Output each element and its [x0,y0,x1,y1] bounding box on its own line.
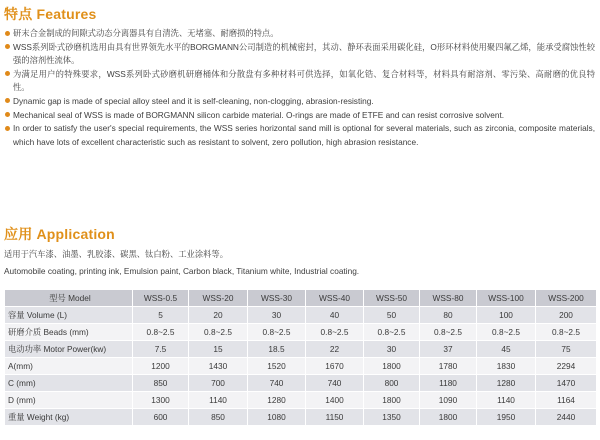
table-cell: 200 [536,307,597,324]
model-header: WSS-200 [536,290,597,307]
table-cell: 1400 [306,392,364,409]
feature-text: In order to satisfy the user's special requirements, the WSS series horizontal sand mill is optional for several materials, such as zirconia, composite materials, which have lots of excellent characteristic such as resistant to solvent, zero pollution, high abrasion resistance. [13,123,595,147]
table-row [5,324,597,341]
features-list [5,27,595,149]
table-row [5,307,597,324]
table-cell: 0.8~2.5 [248,324,306,341]
model-header: WSS-0.5 [133,290,189,307]
model-header: WSS-40 [306,290,364,307]
spec-table-body [5,307,597,426]
table-cell: 700 [189,375,248,392]
table-cell: 5 [133,307,189,324]
table-cell: 7.5 [133,341,189,358]
row-label: 电动功率 Motor Power(kw) [5,341,133,358]
table-cell: 0.8~2.5 [420,324,477,341]
table-cell: 740 [248,375,306,392]
row-label: 重量 Weight (kg) [5,409,133,426]
bullet-dot-icon [5,31,10,36]
spec-table [4,289,597,426]
application-text-cn: 适用于汽车漆、油墨、乳胶漆、碳黑、钛白粉、工业涂料等。 [4,249,229,259]
table-cell: 22 [306,341,364,358]
table-cell: 1520 [248,358,306,375]
row-label: D (mm) [5,392,133,409]
feature-item [5,95,595,109]
table-cell: 1950 [477,409,536,426]
application-text-en: Automobile coating, printing ink, Emulsion paint, Carbon black, Titanium white, Industrial coating. [4,266,360,276]
feature-item [5,122,595,149]
table-cell: 1164 [536,392,597,409]
feature-text: 为满足用户的特殊要求，WSS系列卧式砂磨机研磨桶体和分散盘有多种材料可供选择，如氧化锆、复合材料等，材料具有耐溶剂、零污染、高耐磨的优良特性。 [13,68,595,93]
table-cell: 0.8~2.5 [477,324,536,341]
model-header: WSS-100 [477,290,536,307]
table-cell: 37 [420,341,477,358]
table-cell: 740 [306,375,364,392]
table-cell: 1140 [477,392,536,409]
table-cell: 1780 [420,358,477,375]
table-cell: 1150 [306,409,364,426]
model-header: WSS-50 [364,290,420,307]
table-cell: 1140 [189,392,248,409]
table-cell: 2440 [536,409,597,426]
spec-header-label: 型号 Model [5,290,133,307]
table-cell: 18.5 [248,341,306,358]
table-row [5,341,597,358]
bullet-dot-icon [5,98,10,103]
bullet-dot-icon [5,71,10,76]
row-label: A(mm) [5,358,133,375]
table-cell: 0.8~2.5 [364,324,420,341]
table-cell: 80 [420,307,477,324]
table-cell: 800 [364,375,420,392]
features-heading: 特点 Features [4,6,97,22]
model-header: WSS-20 [189,290,248,307]
feature-text: WSS系列卧式砂磨机选用由具有世界领先水平的BORGMANN公司制造的机械密封，其动、静环表面采用碳化硅，O形环材料使用聚四氟乙烯，能承受腐蚀性较强的溶剂性流体。 [13,41,595,66]
table-row [5,409,597,426]
table-cell: 0.8~2.5 [536,324,597,341]
row-label: 研磨介质 Beads (mm) [5,324,133,341]
model-header: WSS-30 [248,290,306,307]
table-cell: 30 [364,341,420,358]
model-header: WSS-80 [420,290,477,307]
feature-item [5,27,595,41]
table-cell: 45 [477,341,536,358]
table-cell: 1800 [420,409,477,426]
table-cell: 1200 [133,358,189,375]
table-cell: 850 [189,409,248,426]
table-row [5,375,597,392]
table-cell: 1670 [306,358,364,375]
table-cell: 1800 [364,358,420,375]
table-cell: 30 [248,307,306,324]
table-cell: 1830 [477,358,536,375]
spec-header-row [5,290,597,307]
row-label: 容量 Volume (L) [5,307,133,324]
feature-item [5,41,595,68]
table-cell: 40 [306,307,364,324]
table-cell: 1350 [364,409,420,426]
table-cell: 0.8~2.5 [133,324,189,341]
table-cell: 75 [536,341,597,358]
feature-text: 研末合金制成的间隙式动态分离器具有自清洗、无堵塞、耐磨损的特点。 [13,28,279,38]
table-cell: 2294 [536,358,597,375]
table-cell: 0.8~2.5 [189,324,248,341]
table-cell: 1180 [420,375,477,392]
table-cell: 1080 [248,409,306,426]
table-cell: 50 [364,307,420,324]
table-cell: 1280 [248,392,306,409]
table-cell: 1300 [133,392,189,409]
table-row [5,358,597,375]
table-cell: 1800 [364,392,420,409]
table-cell: 15 [189,341,248,358]
bullet-dot-icon [5,44,10,49]
row-label: C (mm) [5,375,133,392]
bullet-dot-icon [5,112,10,117]
table-cell: 1280 [477,375,536,392]
table-cell: 850 [133,375,189,392]
feature-item [5,109,595,123]
feature-item [5,68,595,95]
table-cell: 1430 [189,358,248,375]
feature-text: Dynamic gap is made of special alloy steel and it is self-cleaning, non-clogging, abrasion-resisting. [13,95,374,106]
table-cell: 600 [133,409,189,426]
bullet-dot-icon [5,126,10,131]
table-cell: 0.8~2.5 [306,324,364,341]
application-heading: 应用 Application [4,226,115,242]
table-cell: 1090 [420,392,477,409]
table-cell: 1470 [536,375,597,392]
table-cell: 20 [189,307,248,324]
table-cell: 100 [477,307,536,324]
feature-text: Mechanical seal of WSS is made of BORGMANN silicon carbide material. O-rings are made of ETFE and can resist corrosive solvent. [13,109,505,120]
table-row [5,392,597,409]
